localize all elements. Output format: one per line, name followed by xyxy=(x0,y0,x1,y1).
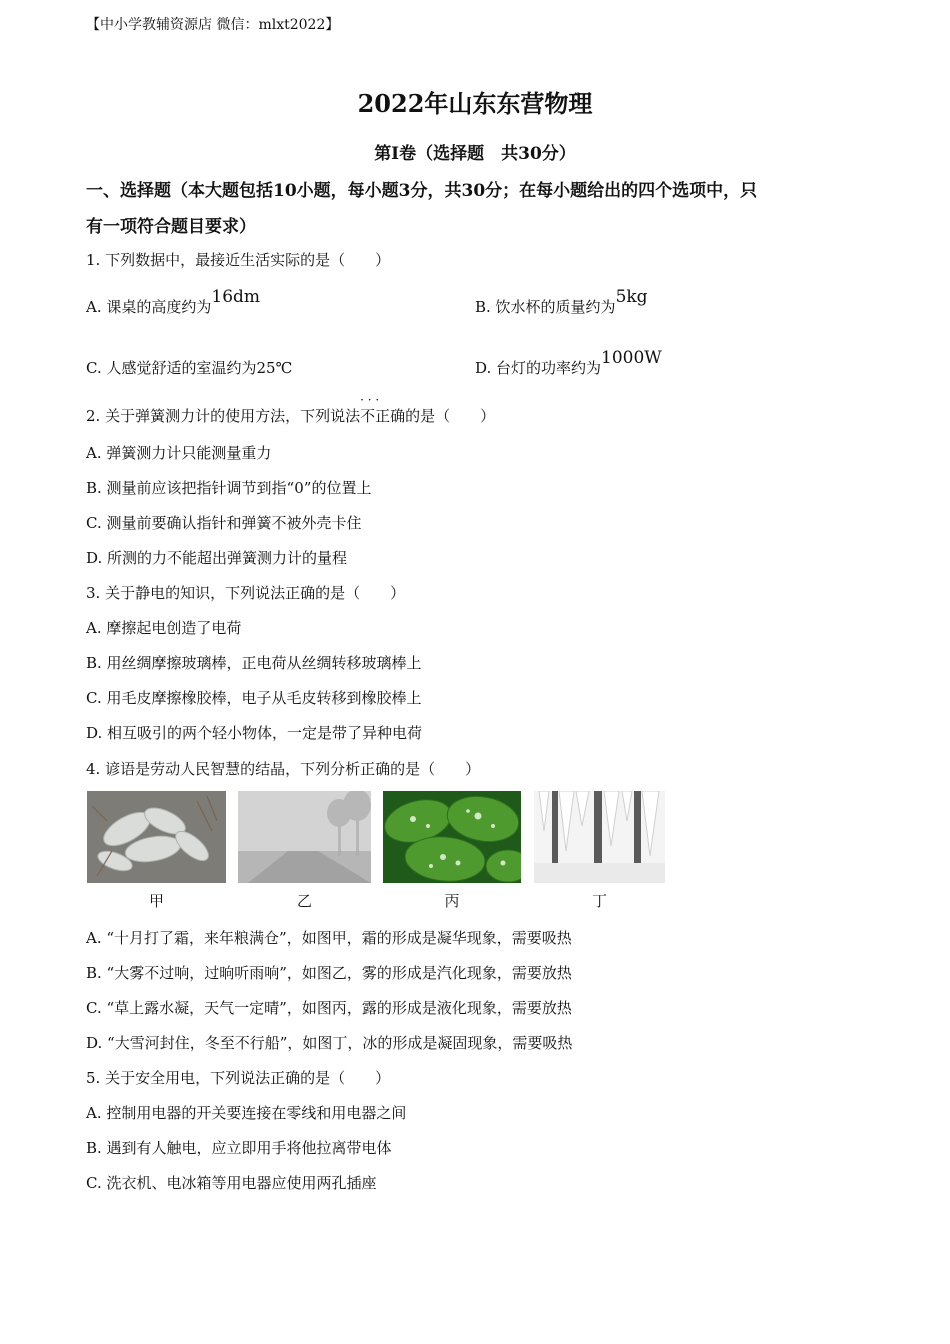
caption-bing: 丙 xyxy=(444,892,460,910)
q1-option-c: C. 人感觉舒适的室温约为25℃ xyxy=(86,359,293,377)
q3-option-d: D. 相互吸引的两个轻小物体，一定是带了异种电荷 xyxy=(86,724,423,742)
caption-jia: 甲 xyxy=(148,892,164,910)
part-subtitle: 第Ⅰ卷（选择题 共30分） xyxy=(374,144,576,164)
q3-stem: 3. 关于静电的知识，下列说法正确的是（ ） xyxy=(86,584,406,602)
q1-option-a-text: A. 课桌的高度约为 xyxy=(86,298,212,316)
q1-option-b-text: B. 饮水杯的质量约为 xyxy=(475,298,616,316)
section-heading-line2: 有一项符合题目要求） xyxy=(86,217,256,237)
q5-option-c: C. 洗衣机、电冰箱等用电器应使用两孔插座 xyxy=(86,1174,377,1192)
q2-option-b: B. 测量前应该把指针调节到指“0”的位置上 xyxy=(86,479,372,497)
header-note: 【中小学教辅资源店 微信：mlxt2022】 xyxy=(86,17,340,33)
q1-option-a xyxy=(86,287,261,317)
q1-option-a-value: 16dm xyxy=(211,287,261,307)
q1-option-d-text: D. 台灯的功率约为 xyxy=(475,359,602,377)
q3-option-a: A. 摩擦起电创造了电荷 xyxy=(86,619,242,637)
q1-option-b-value: 5kg xyxy=(615,287,648,307)
fog-photo xyxy=(238,791,371,883)
q2-stem xyxy=(86,405,495,426)
q4-option-d: D. “大雪河封住，冬至不行船”，如图丁，冰的形成是凝固现象，需要吸热 xyxy=(86,1034,573,1052)
caption-yi: 乙 xyxy=(296,892,312,910)
ice-photo xyxy=(534,791,665,883)
q5-option-a: A. 控制用电器的开关要连接在零线和用电器之间 xyxy=(86,1104,407,1122)
q2-option-d: D. 所测的力不能超出弹簧测力计的量程 xyxy=(86,549,348,567)
caption-ding: 丁 xyxy=(591,892,607,910)
q4-option-b: B. “大雾不过响，过晌听雨响”，如图乙，雾的形成是汽化现象，需要放热 xyxy=(86,964,572,982)
q2-stem-pre: 2. 关于弹簧测力计的使用方法，下列说法 xyxy=(86,407,361,425)
section-heading-line1: 一、选择题（本大题包括10小题，每小题3分，共30分；在每小题给出的四个选项中，只 xyxy=(86,181,758,201)
q2-option-c: C. 测量前要确认指针和弹簧不被外壳卡住 xyxy=(86,514,362,532)
q1-stem: 1. 下列数据中，最接近生活实际的是（ ） xyxy=(86,251,391,269)
q2-option-a: A. 弹簧测力计只能测量重力 xyxy=(86,444,272,462)
q4-option-c: C. “草上露水凝，天气一定晴”，如图丙，露的形成是液化现象，需要放热 xyxy=(86,999,572,1017)
q3-option-b: B. 用丝绸摩擦玻璃棒，正电荷从丝绸转移玻璃棒上 xyxy=(86,654,422,672)
q1-option-d-value: 1000W xyxy=(601,348,662,368)
q4-stem: 4. 谚语是劳动人民智慧的结晶，下列分析正确的是（ ） xyxy=(86,760,481,778)
q5-stem: 5. 关于安全用电，下列说法正确的是（ ） xyxy=(86,1069,391,1087)
q1-option-d xyxy=(475,348,662,378)
q2-stem-emphasis: · · · 不正确 xyxy=(360,407,405,425)
q3-option-c: C. 用毛皮摩擦橡胶棒，电子从毛皮转移到橡胶棒上 xyxy=(86,689,422,707)
q1-option-b xyxy=(475,287,648,317)
q2-stem-post: 的是（ ） xyxy=(405,407,496,425)
q5-option-b: B. 遇到有人触电，应立即用手将他拉离带电体 xyxy=(86,1139,392,1157)
q4-option-a: A. “十月打了霜，来年粮满仓”，如图甲，霜的形成是凝华现象，需要吸热 xyxy=(86,929,572,947)
dew-photo xyxy=(383,791,521,883)
frost-photo xyxy=(87,791,226,883)
page-title: 2022年山东东营物理 xyxy=(357,89,593,118)
